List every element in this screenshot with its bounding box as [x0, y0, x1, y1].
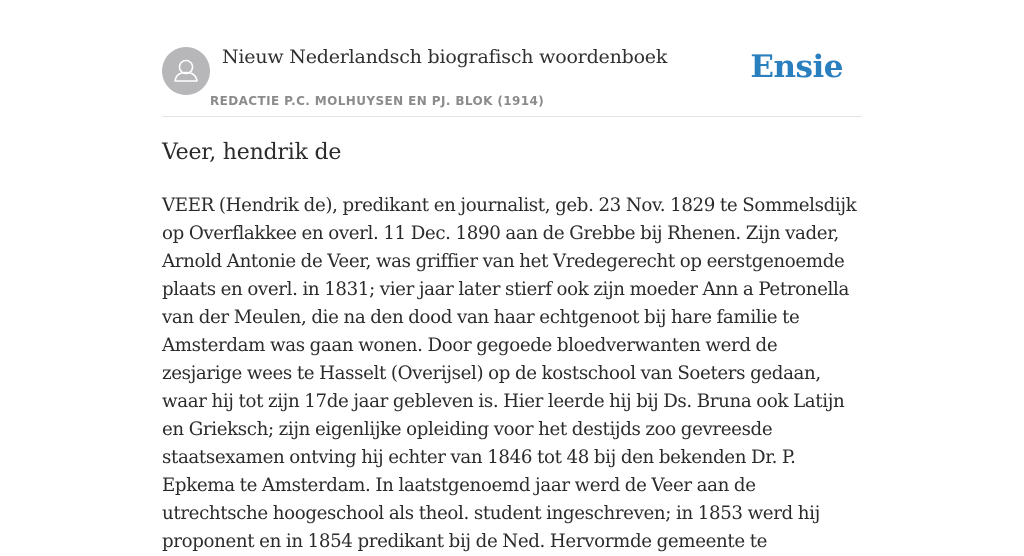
editors-byline: REDACTIE P.C. MOLHUYSEN EN PJ. BLOK (1914) [210, 94, 545, 108]
brand-logo[interactable]: Ensie [750, 49, 843, 85]
user-placeholder-icon [162, 47, 210, 95]
page-content [162, 0, 862, 552]
entry-title: Veer, hendrik de [162, 140, 342, 165]
page-header [162, 0, 862, 117]
book-title[interactable]: Nieuw Nederlandsch biografisch woordenboek [222, 46, 668, 68]
entry-body-text: VEER (Hendrik de), predikant en journalist, geb. 23 Nov. 1829 te Sommelsdijk op Overflakkee en overl. 11 Dec. 1890 aan de Grebbe bij Rhenen. Zijn vader, Arnold Antonie de Veer, was griffier van het Vredegerecht op eerstgenoemde plaats en overl. in 1831; vier jaar later stierf ook zijn moeder Ann a Petronella van der Meulen, die na den dood van haar echtgenoot bij hare familie te Amsterdam was gaan wonen. Door gegoede bloedverwanten werd de zesjarige wees te Hasselt (Overijsel) op de kostschool van Soeters gedaan, waar hij tot zijn 17de jaar gebleven is. Hier leerde hij bij Ds. Bruna ook Latijn en Grieksch; zijn eigenlijke opleiding voor het destijds zoo gevreesde staatsexamen ontving hij echter van 1846 tot 48 bij den bekenden Dr. P. Epkema te Amsterdam. In laatstgenoemd jaar werd de Veer aan de utrechtsche hoogeschool als theol. student ingeschreven; in 1853 werd hij proponent en in 1854 predikant bij de Ned. Hervormde gemeente te [162, 195, 857, 552]
avatar[interactable] [162, 47, 210, 95]
